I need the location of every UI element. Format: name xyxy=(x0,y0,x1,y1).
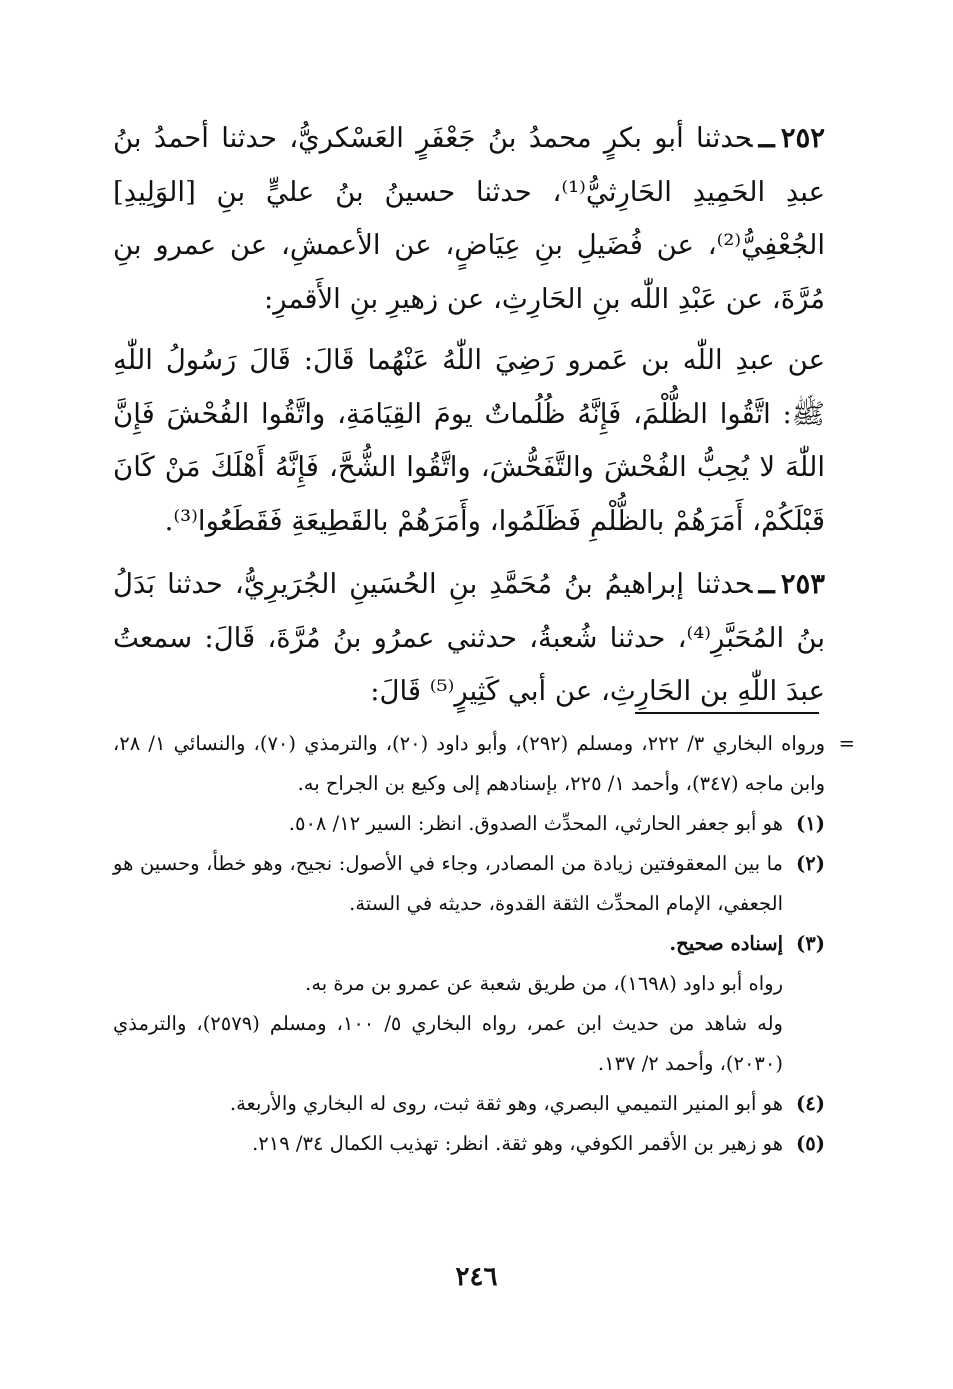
footnote-3-line xyxy=(113,964,825,1004)
continuation-marker: = xyxy=(838,732,855,755)
footnote-marker: (٣) xyxy=(796,932,825,955)
footnotes xyxy=(113,724,855,1164)
dash: ــ xyxy=(758,122,775,154)
hadith-number: ٢٥٢ xyxy=(780,122,825,154)
hadith-253 xyxy=(113,558,825,719)
footnote-2 xyxy=(113,844,825,924)
footnote-separator xyxy=(635,712,819,714)
dash: ــ xyxy=(758,568,775,600)
footnote-marker: (١) xyxy=(796,812,825,835)
footnote-text: هو أبو جعفر الحارثي، المحدِّث الصدوق. انظر: السير ١٢/ ٥٠٨. xyxy=(288,812,783,835)
footnote-marker: (٢) xyxy=(796,852,825,875)
footnote-text: وله شاهد من حديث ابن عمر، رواه البخاري ٥/ ١٠٠، ومسلم (٢٥٧٩)، والترمذي (٢٠٣٠)، وأحمد ٢/ ١٣٧. xyxy=(113,1012,783,1075)
footnote-text: هو أبو المنير التميمي البصري، وهو ثقة ثبت، روى له البخاري والأربعة. xyxy=(229,1092,783,1115)
footnote-3-line xyxy=(113,1004,825,1084)
hadith-252-matn xyxy=(113,334,825,548)
footnote-text: هو زهير بن الأقمر الكوفي، وهو ثقة. انظر: تهذيب الكمال ٣٤/ ٢١٩. xyxy=(252,1132,783,1155)
footnote-marker: (٤) xyxy=(796,1092,825,1115)
footnote-text: ما بين المعقوفتين زيادة من المصادر، وجاء في الأصول: نجيح، وهو خطأ، وحسين هو الجعفي، الإمام المحدِّث الثقة القدوة، حديثه في الستة. xyxy=(113,852,783,915)
hadith-text: حدثنا إبراهيمُ بنُ مُحَمَّدِ بنِ الحُسَينِ الجُرَيرِيُّ، حدثنا بَدَلُ بنُ المُحَبَّرِ⁽⁴⁾، حدثنا شُعبةُ، حدثني عمرُو بنُ مُرَّةَ، قَالَ: سمعتُ عبدَ اللّٰهِ بن الحَارِثِ، عن أبي كَثِيرٍ⁽⁵⁾ قَالَ: xyxy=(113,568,825,707)
main-text xyxy=(113,112,825,719)
footnote-continuation xyxy=(113,724,855,804)
footnote-4 xyxy=(113,1084,825,1124)
page-number: ٢٤٦ xyxy=(455,1262,498,1292)
hadith-text: عن عبدِ اللّٰه بن عَمرو رَضِيَ اللّٰهُ عَنْهُما قَالَ: قَالَ رَسُولُ اللّٰهِ ﷺ: اتَّقُوا الظُّلْمَ، فَإِنَّهُ ظُلُماتٌ يومَ القِيَامَةِ، واتَّقُوا الفُحْشَ فَإِنَّ اللّٰهَ لا يُحِبُّ الفُحْشَ والتَّفَحُّشَ، واتَّقُوا الشُّحَّ، فَإِنَّهُ أَهْلَكَ مَنْ كَانَ قَبْلَكُمْ، أَمَرَهُمْ بالظُّلْمِ فَظَلَمُوا، وأَمَرَهُمْ بالقَطِيعَةِ فَقَطَعُوا⁽³⁾. xyxy=(113,344,825,537)
footnote-heading: إسناده صحيح. xyxy=(669,932,783,955)
footnote-1 xyxy=(113,804,825,844)
footnote-marker: (٥) xyxy=(796,1132,825,1155)
hadith-text: حدثنا أبو بكرٍ محمدُ بنُ جَعْفَرٍ العَسْكريُّ، حدثنا أحمدُ بنُ عبدِ الحَمِيدِ الحَارِثيُّ⁽¹⁾، حدثنا حسينُ بنُ عليٍّ بنِ [الوَلِيدِ] الجُعْفِيُّ⁽²⁾، عن فُضَيلِ بنِ عِيَاضٍ، عن الأعمشِ، عن عمرو بنِ مُرَّةَ، عن عَبْدِ اللّٰه بنِ الحَارِثِ، عن زهيرِ بنِ الأَقمرِ: xyxy=(113,122,825,315)
hadith-252 xyxy=(113,112,825,326)
footnote-text: ورواه البخاري ٣/ ٢٢٢، ومسلم (٢٩٢)، وأبو داود (٢٠)، والترمذي (٧٠)، والنسائي ١/ ٢٨، وابن ماجه (٣٤٧)، وأحمد ١/ ٢٢٥، بإسنادهم إلى وكيع بن الجراح به. xyxy=(113,732,825,795)
footnote-3 xyxy=(113,924,825,964)
footnote-5 xyxy=(113,1124,825,1164)
hadith-number: ٢٥٣ xyxy=(780,568,825,600)
footnote-text: رواه أبو داود (١٦٩٨)، من طريق شعبة عن عمرو بن مرة به. xyxy=(305,972,783,995)
